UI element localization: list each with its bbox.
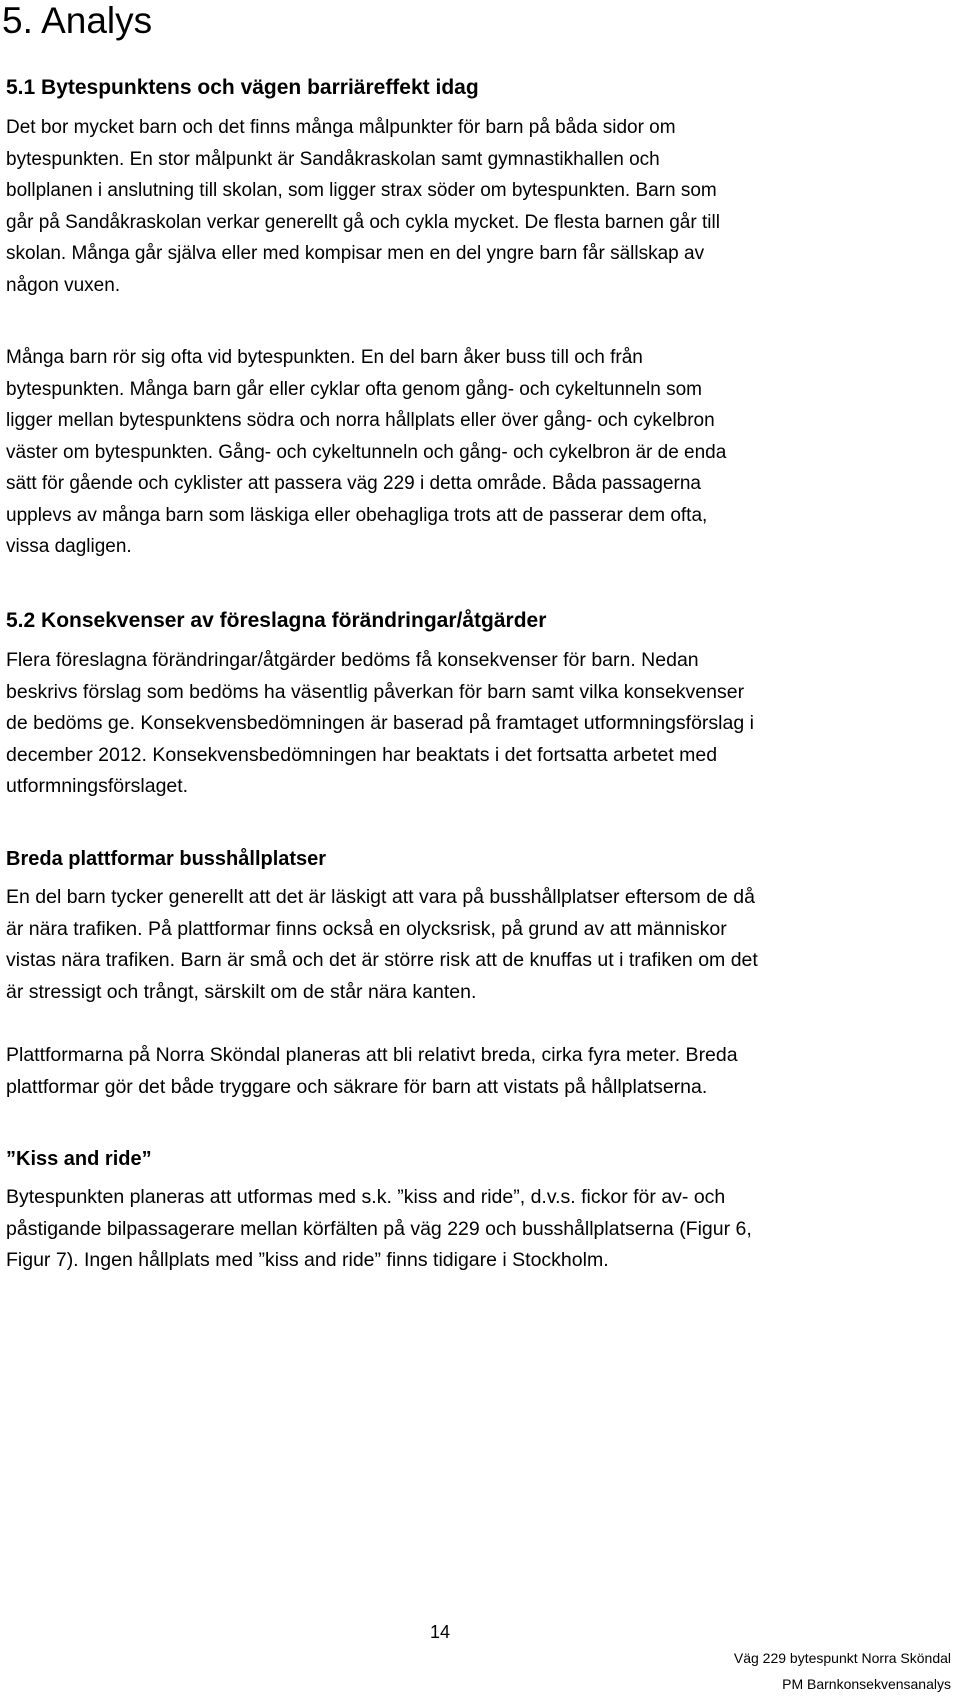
platforms-heading: Breda plattformar busshållplatser (6, 848, 327, 870)
text-line: Flera föreslagna förändringar/åtgärder bedöms få konsekvenser för barn. Nedan (6, 649, 699, 671)
text-line: Plattformarna på Norra Sköndal planeras att bli relativt breda, cirka fyra meter. Breda (6, 1044, 738, 1066)
chapter-title: 5. Analys (2, 0, 153, 41)
text-line: Många barn rör sig ofta vid bytespunkten. En del barn åker buss till och från (6, 347, 643, 368)
footer-document-name: PM Barnkonsekvensanalys (782, 1676, 951, 1692)
text-line: de bedöms ge. Konsekvensbedömningen är baserad på framtaget utformningsförslag i (6, 712, 754, 734)
text-line: går på Sandåkraskolan verkar generellt gå och cykla mycket. De flesta barnen går till (6, 211, 720, 233)
text-line: december 2012. Konsekvensbedömningen har beaktats i det fortsatta arbetet med (6, 743, 718, 766)
section-5-1-paragraph-1 (6, 112, 960, 301)
kiss-and-ride-heading: ”Kiss and ride” (6, 1148, 152, 1170)
text-line: upplevs av många barn som läskiga eller obehagliga trots att de passerar dem ofta, (6, 504, 708, 526)
text-line: någon vuxen. (6, 274, 121, 296)
footer-project-name: Väg 229 bytespunkt Norra Sköndal (733, 1650, 951, 1666)
text-line: bytespunkten. Många barn går eller cyklar ofta genom gång- och cykeltunneln som (6, 378, 703, 400)
text-line: bollplanen i anslutning till skolan, som ligger strax söder om bytespunkten. Barn som (6, 180, 717, 201)
section-5-1-heading: 5.1 Bytespunktens och vägen barriäreffekt idag (6, 76, 479, 99)
text-line: bytespunkten. En stor målpunkt är Sandåkraskolan samt gymnastikhallen och (6, 148, 660, 170)
text-line: beskrivs förslag som bedöms ha väsentlig påverkan för barn samt vilka konsekvenser (6, 680, 745, 703)
text-line: Det bor mycket barn och det finns många målpunkter för barn på båda sidor om (6, 117, 676, 138)
text-line: vistas nära trafiken. Barn är små och det är större risk att de knuffas ut i trafiken om det (6, 949, 758, 971)
kiss-and-ride-paragraph (6, 1182, 960, 1277)
text-line: utformningsförslaget. (6, 775, 189, 797)
text-line: är nära trafiken. På plattformar finns också en olycksrisk, på grund av att människor (6, 917, 727, 940)
text-line: väster om bytespunkten. Gång- och cykeltunneln och gång- och cykelbron är de enda (6, 441, 727, 463)
platforms-paragraph-1 (6, 882, 960, 1008)
section-5-1-paragraph-2 (6, 342, 960, 563)
text-line: ligger mellan bytespunktens södra och norra hållplats eller över gång- och cykelbron (6, 410, 715, 431)
text-line: skolan. Många går själva eller med kompisar men en del yngre barn får sällskap av (6, 243, 705, 264)
text-line: Bytespunkten planeras att utformas med s.k. ”kiss and ride”, d.v.s. fickor för av- och (6, 1186, 726, 1208)
text-line: Figur 7). Ingen hållplats med ”kiss and ride” finns tidigare i Stockholm. (6, 1249, 609, 1271)
text-line: vissa dagligen. (6, 536, 132, 557)
section-5-2-heading: 5.2 Konsekvenser av föreslagna förändringar/åtgärder (6, 609, 547, 632)
text-line: sätt för gående och cyklister att passera väg 229 i detta område. Båda passagerna (6, 473, 701, 494)
text-line: är stressigt och trångt, särskilt om de står nära kanten. (6, 980, 477, 1003)
section-5-2-paragraph (6, 645, 960, 803)
page-footer (734, 1645, 951, 1697)
text-line: påstigande bilpassagerare mellan körfälten på väg 229 och busshållplatserna (Figur 6, (6, 1217, 752, 1240)
page-number: 14 (430, 1622, 451, 1642)
platforms-paragraph-2 (6, 1040, 960, 1103)
text-line: En del barn tycker generellt att det är läskigt att vara på busshållplatser eftersom de då (6, 886, 755, 908)
text-line: plattformar gör det både tryggare och säkrare för barn att vistats på hållplatserna. (6, 1075, 708, 1098)
